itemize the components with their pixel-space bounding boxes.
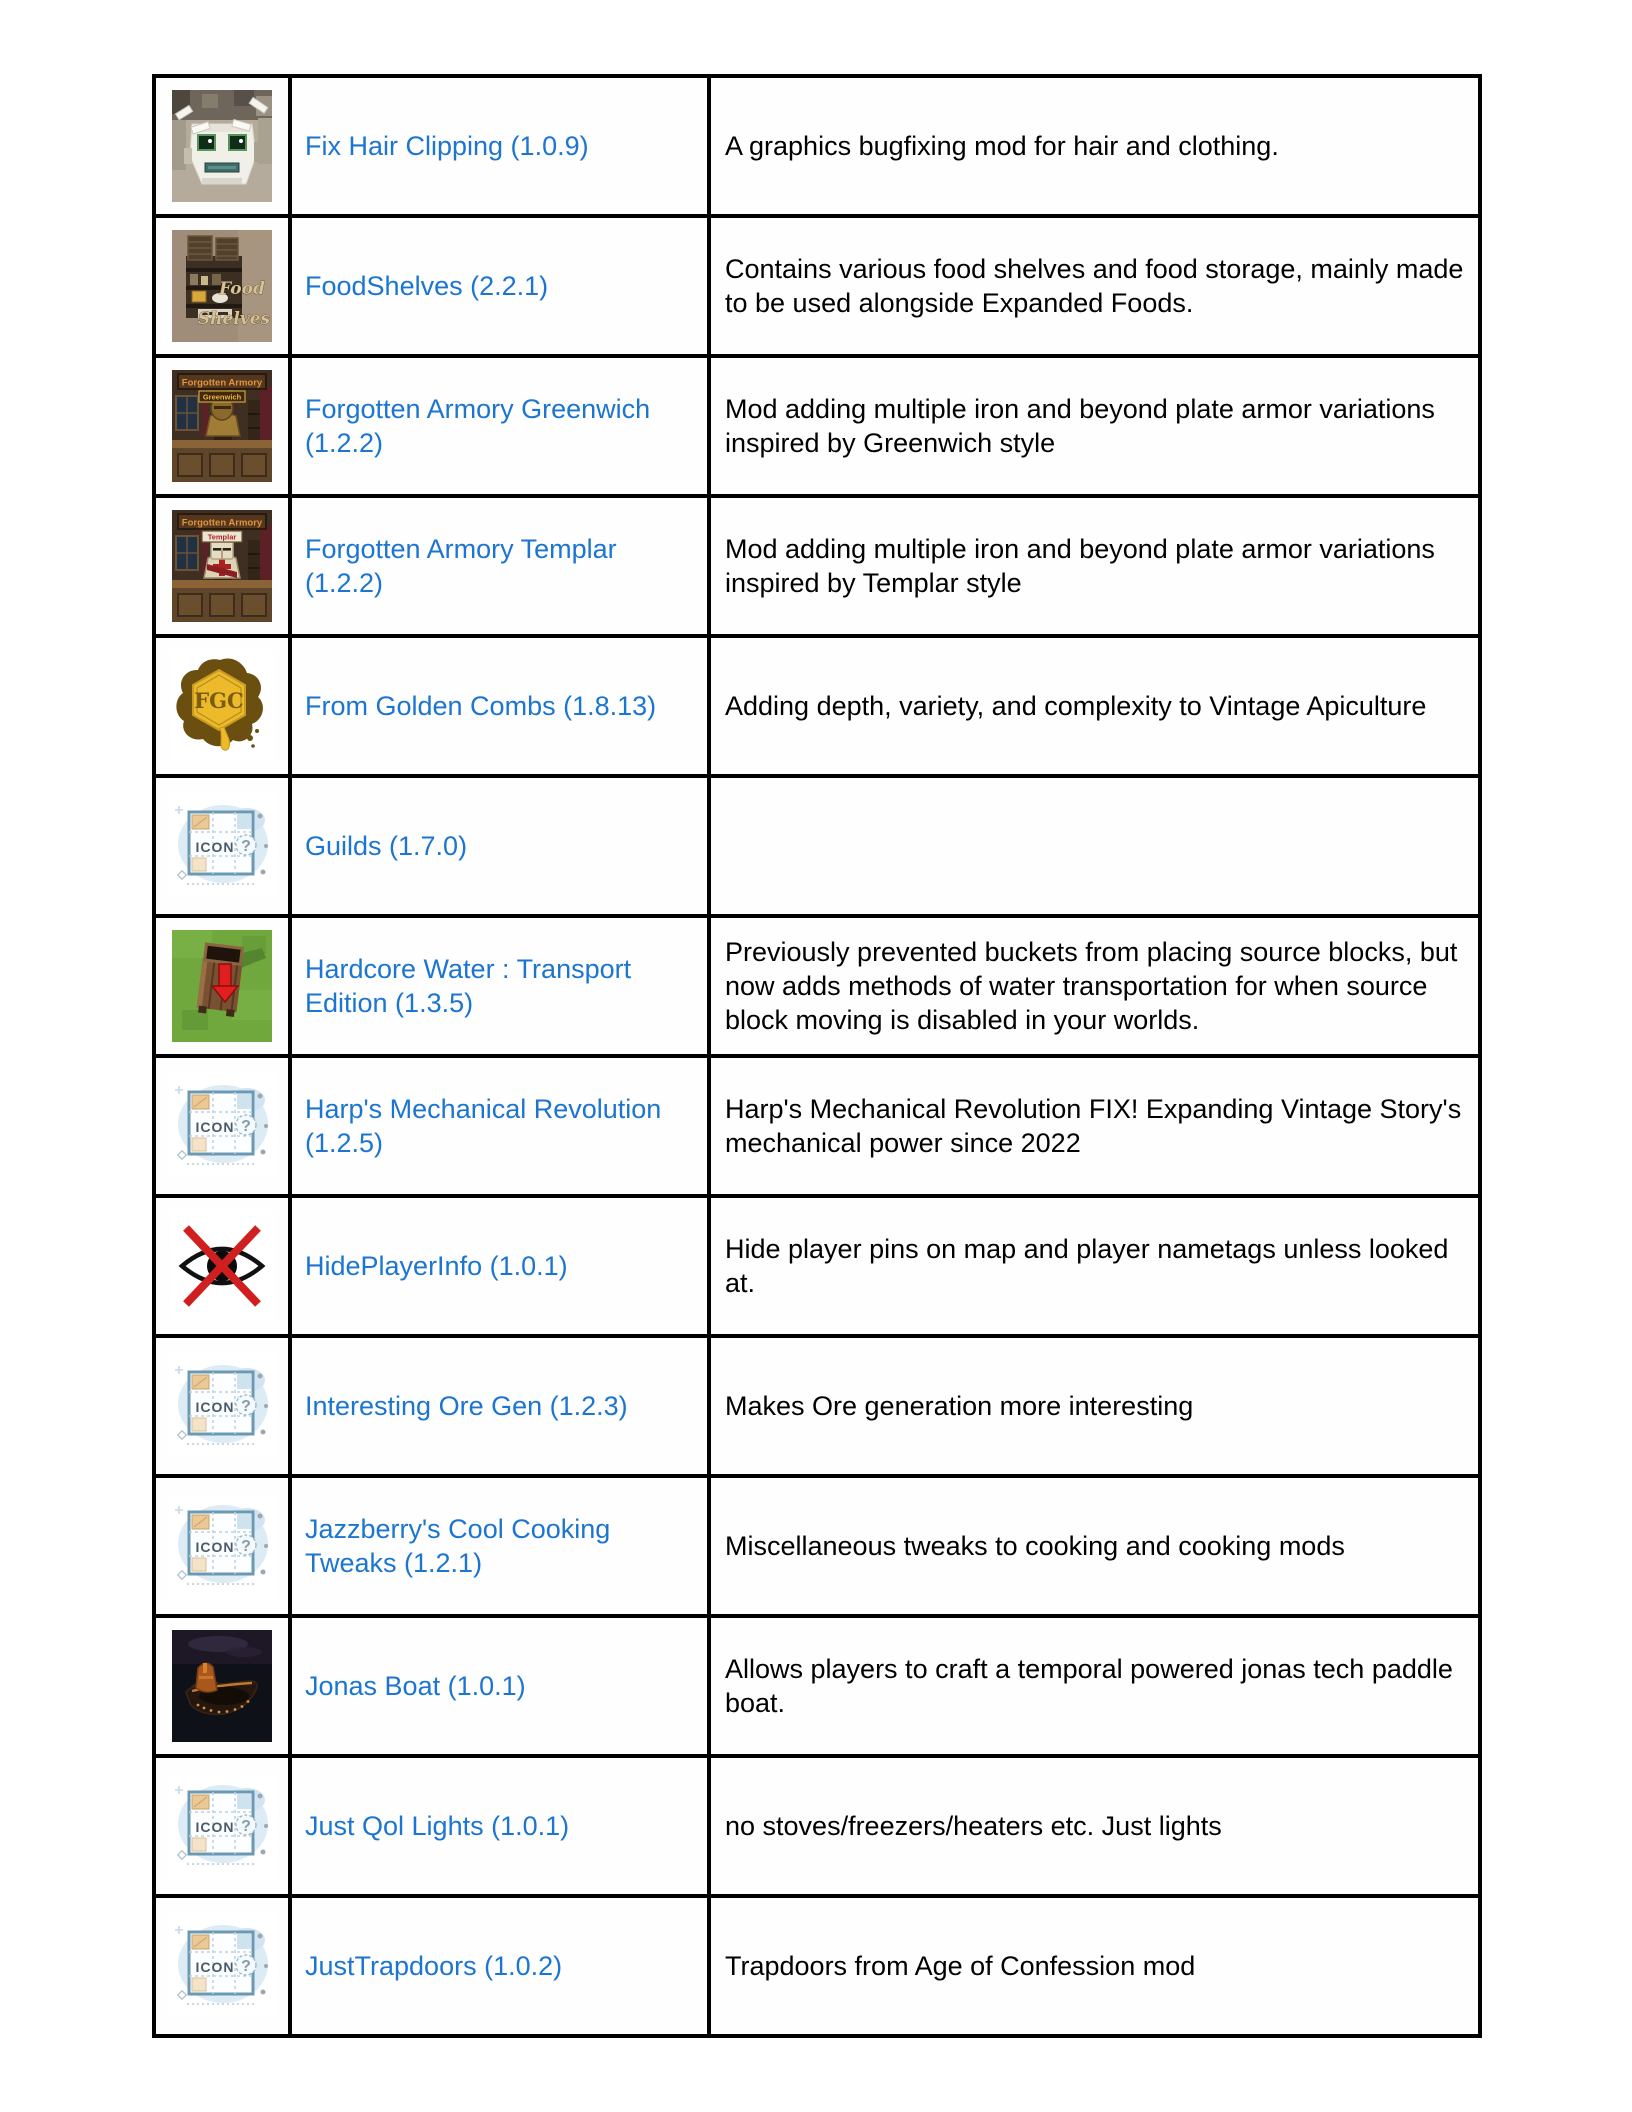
foodshelves-title-line1: Food — [219, 279, 265, 299]
mod-link[interactable]: Jazzberry's Cool Cooking Tweaks (1.2.1) — [305, 1514, 611, 1578]
mod-description: Previously prevented buckets from placing source blocks, but now adds methods of water transportation for when source block moving is disabled in your worlds. — [709, 916, 1480, 1056]
mod-link[interactable]: Forgotten Armory Templar (1.2.2) — [305, 534, 617, 598]
table-row — [154, 1196, 1480, 1336]
placeholder-question-mark: ? — [241, 1958, 251, 1975]
table-row — [154, 1616, 1480, 1756]
armory-tag-text: Templar — [207, 532, 237, 542]
mod-description: Contains various food shelves and food storage, mainly made to be used alongside Expanded Foods. — [709, 216, 1480, 356]
table-row — [154, 636, 1480, 776]
table-row — [154, 1336, 1480, 1476]
table-row — [154, 776, 1480, 916]
table-row — [154, 1896, 1480, 2036]
mod-description: A graphics bugfixing mod for hair and clothing. — [709, 76, 1480, 216]
foodshelves-icon — [172, 230, 272, 342]
from-golden-combs-icon — [170, 650, 274, 762]
mod-link[interactable]: Guilds (1.7.0) — [305, 831, 468, 861]
armory-banner-text: Forgotten Armory — [181, 517, 263, 529]
hardcore-water-icon — [172, 930, 272, 1042]
foodshelves-title-line2: Shelves — [197, 309, 271, 329]
table-row — [154, 76, 1480, 216]
mod-description — [709, 776, 1480, 916]
mod-description: Mod adding multiple iron and beyond plate armor variations inspired by Greenwich style — [709, 356, 1480, 496]
missing-icon-placeholder-icon — [166, 1074, 278, 1178]
mod-link[interactable]: Jonas Boat (1.0.1) — [305, 1671, 526, 1701]
forgotten-armory-templar-icon — [172, 510, 272, 622]
mod-link[interactable]: JustTrapdoors (1.0.2) — [305, 1951, 563, 1981]
mod-link[interactable]: Just Qol Lights (1.0.1) — [305, 1811, 570, 1841]
placeholder-icon-label: ICON — [195, 1119, 235, 1135]
placeholder-question-mark: ? — [241, 1398, 251, 1415]
table-row — [154, 1476, 1480, 1616]
mod-list-table — [152, 74, 1482, 2038]
mod-link[interactable]: Hardcore Water : Transport Edition (1.3.5) — [305, 954, 632, 1018]
table-row — [154, 216, 1480, 356]
table-row — [154, 1056, 1480, 1196]
missing-icon-placeholder-icon — [166, 1354, 278, 1458]
mod-description: Mod adding multiple iron and beyond plate armor variations inspired by Templar style — [709, 496, 1480, 636]
table-row — [154, 356, 1480, 496]
mod-description: Miscellaneous tweaks to cooking and cooking mods — [709, 1476, 1480, 1616]
placeholder-icon-label: ICON — [195, 1819, 235, 1835]
fix-hair-clipping-icon — [172, 90, 272, 202]
placeholder-icon-label: ICON — [195, 1959, 235, 1975]
placeholder-icon-label: ICON — [195, 1399, 235, 1415]
mod-link[interactable]: Forgotten Armory Greenwich (1.2.2) — [305, 394, 651, 458]
mod-description: no stoves/freezers/heaters etc. Just lights — [709, 1756, 1480, 1896]
mod-link[interactable]: Harp's Mechanical Revolution (1.2.5) — [305, 1094, 662, 1158]
missing-icon-placeholder-icon — [166, 1914, 278, 2018]
missing-icon-placeholder-icon — [166, 794, 278, 898]
fgc-seal-text: FGC — [194, 688, 244, 713]
mod-link[interactable]: FoodShelves (2.2.1) — [305, 271, 549, 301]
placeholder-question-mark: ? — [241, 1538, 251, 1555]
forgotten-armory-greenwich-icon — [172, 370, 272, 482]
mod-description: Adding depth, variety, and complexity to Vintage Apiculture — [709, 636, 1480, 776]
table-row — [154, 496, 1480, 636]
placeholder-icon-label: ICON — [195, 839, 235, 855]
jonas-boat-icon — [172, 1630, 272, 1742]
mod-description: Harp's Mechanical Revolution FIX! Expanding Vintage Story's mechanical power since 2022 — [709, 1056, 1480, 1196]
mod-link[interactable]: From Golden Combs (1.8.13) — [305, 691, 657, 721]
placeholder-question-mark: ? — [241, 838, 251, 855]
placeholder-icon-label: ICON — [195, 1539, 235, 1555]
table-row — [154, 916, 1480, 1056]
mod-link[interactable]: Interesting Ore Gen (1.2.3) — [305, 1391, 628, 1421]
mod-description: Allows players to craft a temporal powered jonas tech paddle boat. — [709, 1616, 1480, 1756]
mod-link[interactable]: Fix Hair Clipping (1.0.9) — [305, 131, 589, 161]
missing-icon-placeholder-icon — [166, 1774, 278, 1878]
mod-description: Makes Ore generation more interesting — [709, 1336, 1480, 1476]
placeholder-question-mark: ? — [241, 1818, 251, 1835]
missing-icon-placeholder-icon — [166, 1494, 278, 1598]
armory-tag-text: Greenwich — [202, 392, 242, 402]
armory-banner-text: Forgotten Armory — [181, 377, 263, 389]
mod-link[interactable]: HidePlayerInfo (1.0.1) — [305, 1251, 568, 1281]
table-row — [154, 1756, 1480, 1896]
mod-description: Hide player pins on map and player nametags unless looked at. — [709, 1196, 1480, 1336]
hidden-eye-icon — [170, 1210, 274, 1322]
mod-description: Trapdoors from Age of Confession mod — [709, 1896, 1480, 2036]
placeholder-question-mark: ? — [241, 1118, 251, 1135]
